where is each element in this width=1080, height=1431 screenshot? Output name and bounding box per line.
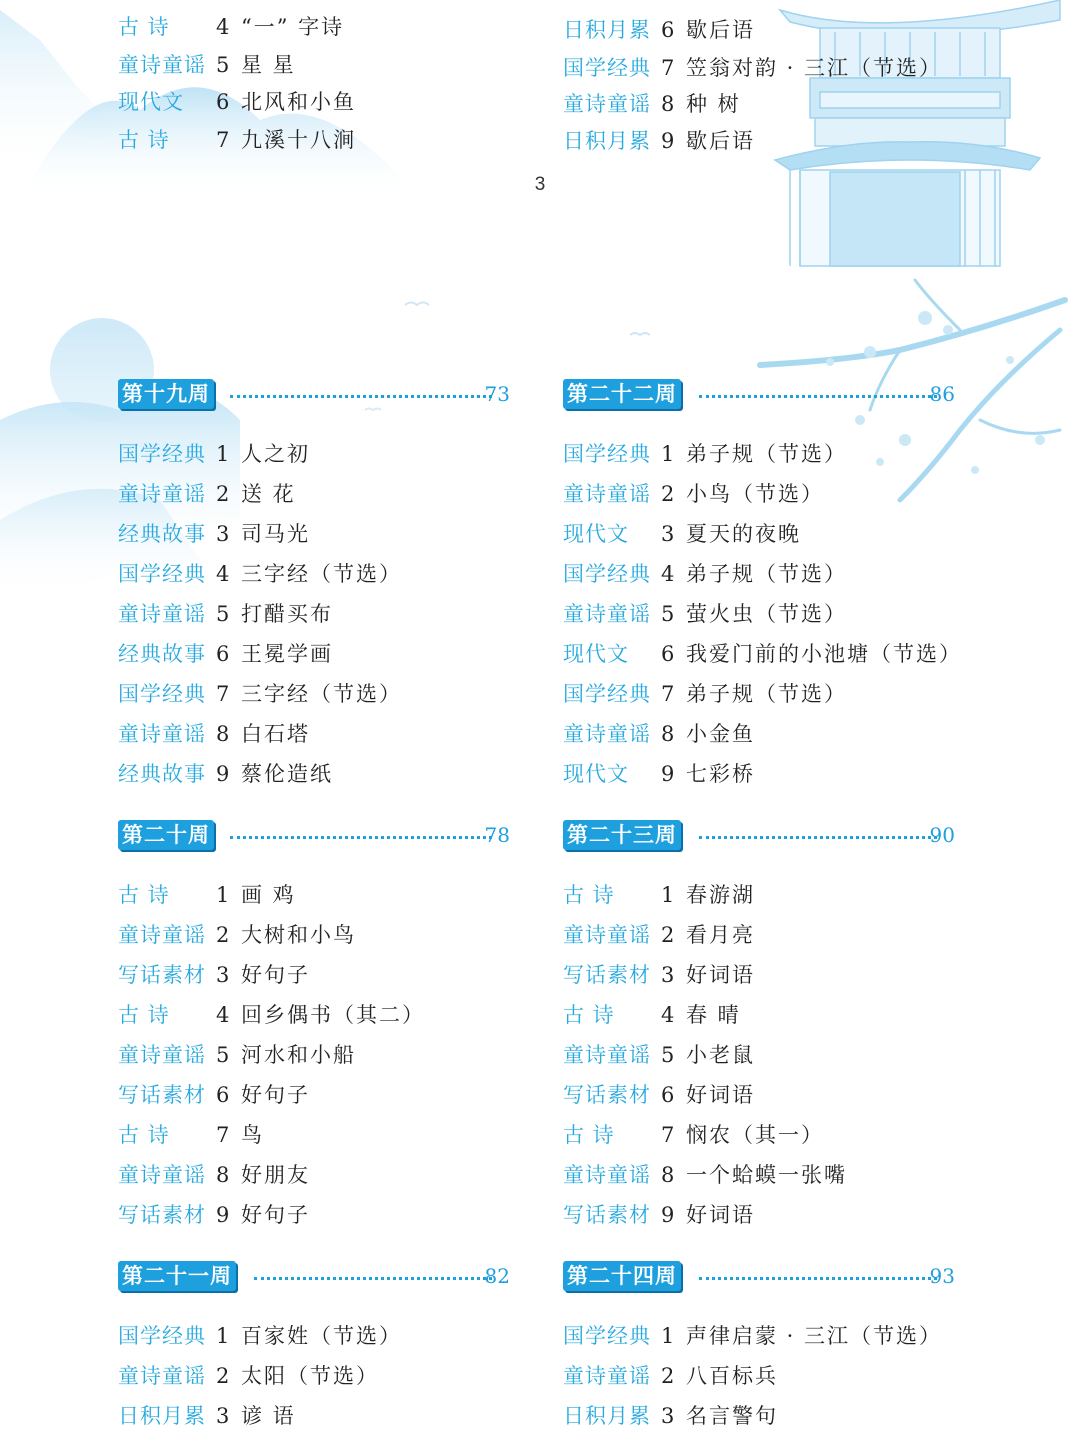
entry-title: 我爱门前的小池塘（节选） [686,642,962,666]
entry-title: 小鸟（节选） [686,482,824,506]
week-label: 第二十二周 [563,379,681,409]
entry-title: 大树和小鸟 [241,923,356,947]
entry-number: 2 [661,482,675,506]
entry-title: 小老鼠 [686,1043,755,1067]
leader-dots [699,1277,937,1280]
leader-dots [230,395,492,398]
entry-number: 7 [661,682,675,706]
week-page-number: 73 [484,382,510,406]
entry-number: 4 [661,562,675,586]
entry-number: 6 [216,90,230,114]
entry-title: “一” 字诗 [241,15,345,39]
entry-category: 古 诗 [118,15,170,39]
entry-category: 国学经典 [563,1324,651,1348]
entry-category: 写话素材 [563,963,651,987]
entry-title: 弟子规（节选） [686,682,847,706]
entry-category: 童诗童谣 [563,722,651,746]
entry-category: 童诗童谣 [563,1163,651,1187]
entry-number: 1 [216,883,230,907]
entry-category: 现代文 [118,90,184,114]
entry-category: 童诗童谣 [118,923,206,947]
entry-title: 画 鸡 [241,883,296,907]
entry-number: 9 [661,1203,675,1227]
entry-number: 4 [661,1003,675,1027]
entry-title: 人之初 [241,442,310,466]
entry-category: 写话素材 [118,1203,206,1227]
entry-number: 8 [216,1163,230,1187]
week-label: 第二十三周 [563,820,681,850]
entry-number: 5 [216,602,230,626]
entry-category: 童诗童谣 [563,923,651,947]
leader-dots [699,836,937,839]
entry-category: 古 诗 [563,1123,615,1147]
entry-title: 小金鱼 [686,722,755,746]
entry-title: 名言警句 [686,1404,778,1428]
entry-number: 1 [661,883,675,907]
entry-number: 3 [216,963,230,987]
entry-title: 春游湖 [686,883,755,907]
leader-dots [254,1277,492,1280]
entry-number: 8 [661,1163,675,1187]
entry-number: 7 [661,1123,675,1147]
entry-number: 3 [661,1404,675,1428]
entry-number: 1 [661,442,675,466]
week-page-number: 93 [929,1264,955,1288]
entry-number: 1 [216,1324,230,1348]
entry-title: 歇后语 [686,18,755,42]
week-heading[interactable] [563,1261,963,1293]
week-label: 第二十四周 [563,1261,681,1291]
entry-category: 经典故事 [118,522,206,546]
entry-category: 童诗童谣 [563,482,651,506]
entry-category: 古 诗 [118,128,170,152]
entry-category: 日积月累 [563,18,651,42]
entry-category: 日积月累 [563,1404,651,1428]
entry-category: 现代文 [563,642,629,666]
entry-number: 7 [216,128,230,152]
entry-title: 鸟 [241,1123,264,1147]
entry-category: 国学经典 [563,56,651,80]
entry-title: 悯农（其一） [686,1123,824,1147]
entry-category: 国学经典 [118,442,206,466]
entry-title: 春 晴 [686,1003,741,1027]
entry-title: 九溪十八涧 [241,128,356,152]
entry-category: 经典故事 [118,762,206,786]
entry-number: 5 [661,1043,675,1067]
entry-category: 古 诗 [563,1003,615,1027]
entry-title: 夏天的夜晚 [686,522,801,546]
entry-category: 童诗童谣 [563,602,651,626]
entry-category: 童诗童谣 [118,53,206,77]
entry-number: 2 [661,923,675,947]
entry-number: 6 [661,642,675,666]
entry-number: 9 [661,129,675,153]
entry-category: 经典故事 [118,642,206,666]
entry-number: 2 [216,482,230,506]
entry-title: 八百标兵 [686,1364,778,1388]
leader-dots [230,836,492,839]
entry-title: 河水和小船 [241,1043,356,1067]
entry-category: 童诗童谣 [118,1163,206,1187]
entry-number: 7 [216,1123,230,1147]
week-label: 第二十一周 [118,1261,236,1291]
entry-category: 古 诗 [118,1003,170,1027]
entry-number: 4 [216,562,230,586]
week-heading[interactable] [118,379,518,411]
entry-number: 2 [216,923,230,947]
week-heading[interactable] [563,820,963,852]
entry-category: 写话素材 [563,1203,651,1227]
entry-number: 3 [216,522,230,546]
entry-title: 好句子 [241,1083,310,1107]
week-label: 第二十周 [118,820,214,850]
entry-category: 国学经典 [563,682,651,706]
entry-title: 笠翁对韵 · 三江（节选） [686,56,943,80]
entry-category: 童诗童谣 [118,722,206,746]
entry-number: 6 [216,642,230,666]
entry-number: 9 [661,762,675,786]
entry-number: 3 [661,963,675,987]
entry-number: 2 [661,1364,675,1388]
entry-category: 童诗童谣 [118,1043,206,1067]
entry-title: 萤火虫（节选） [686,602,847,626]
entry-title: 看月亮 [686,923,755,947]
entry-title: 声律启蒙 · 三江（节选） [686,1324,943,1348]
entry-number: 4 [216,1003,230,1027]
entry-number: 6 [661,18,675,42]
entry-title: 歇后语 [686,129,755,153]
week-label: 第十九周 [118,379,214,409]
entry-category: 现代文 [563,522,629,546]
entry-number: 1 [216,442,230,466]
week-heading[interactable] [563,379,963,411]
entry-title: 送 花 [241,482,296,506]
entry-number: 6 [661,1083,675,1107]
entry-title: 三字经（节选） [241,562,402,586]
entry-category: 写话素材 [563,1083,651,1107]
entry-category: 日积月累 [563,129,651,153]
entry-category: 现代文 [563,762,629,786]
entry-number: 2 [216,1364,230,1388]
entry-number: 4 [216,15,230,39]
entry-title: 好词语 [686,1083,755,1107]
leader-dots [699,395,937,398]
entry-category: 古 诗 [563,883,615,907]
entry-number: 3 [216,1404,230,1428]
entry-title: 好句子 [241,1203,310,1227]
entry-title: 打醋买布 [241,602,333,626]
entry-title: 一个蛤蟆一张嘴 [686,1163,847,1187]
entry-number: 5 [216,1043,230,1067]
entry-title: 王冕学画 [241,642,333,666]
entry-category: 童诗童谣 [563,92,651,116]
entry-number: 5 [661,602,675,626]
entry-category: 童诗童谣 [563,1043,651,1067]
entry-number: 9 [216,1203,230,1227]
entry-number: 8 [216,722,230,746]
week-page-number: 78 [484,823,510,847]
entry-number: 7 [661,56,675,80]
entry-category: 童诗童谣 [118,1364,206,1388]
entry-category: 国学经典 [563,442,651,466]
entry-category: 写话素材 [118,1083,206,1107]
entry-title: 北风和小鱼 [241,90,356,114]
entry-title: 弟子规（节选） [686,562,847,586]
entry-number: 1 [661,1324,675,1348]
entry-category: 童诗童谣 [118,602,206,626]
entry-title: 好词语 [686,963,755,987]
entry-title: 白石塔 [241,722,310,746]
entry-title: 蔡伦造纸 [241,762,333,786]
entry-title: 星 星 [241,53,296,77]
week-heading[interactable] [118,1261,518,1293]
entry-category: 国学经典 [118,562,206,586]
entry-number: 3 [661,522,675,546]
entry-number: 5 [216,53,230,77]
entry-category: 日积月累 [118,1404,206,1428]
entry-title: 好句子 [241,963,310,987]
entry-category: 写话素材 [118,963,206,987]
entry-category: 古 诗 [118,883,170,907]
entry-number: 8 [661,92,675,116]
entry-category: 国学经典 [563,562,651,586]
entry-category: 国学经典 [118,1324,206,1348]
entry-category: 古 诗 [118,1123,170,1147]
week-page-number: 82 [484,1264,510,1288]
entry-title: 谚 语 [241,1404,296,1428]
entry-title: 百家姓（节选） [241,1324,402,1348]
entry-number: 6 [216,1083,230,1107]
entry-title: 三字经（节选） [241,682,402,706]
entry-title: 好词语 [686,1203,755,1227]
entry-title: 回乡偶书（其二） [241,1003,425,1027]
entry-title: 种 树 [686,92,741,116]
week-page-number: 90 [929,823,955,847]
week-page-number: 86 [929,382,955,406]
entry-title: 司马光 [241,522,310,546]
entry-number: 9 [216,762,230,786]
entry-category: 童诗童谣 [118,482,206,506]
week-heading[interactable] [118,820,518,852]
entry-title: 七彩桥 [686,762,755,786]
page-number: 3 [534,174,546,195]
entry-number: 7 [216,682,230,706]
entry-number: 8 [661,722,675,746]
entry-title: 好朋友 [241,1163,310,1187]
entry-category: 童诗童谣 [563,1364,651,1388]
entry-title: 太阳（节选） [241,1364,379,1388]
entry-title: 弟子规（节选） [686,442,847,466]
entry-category: 国学经典 [118,682,206,706]
